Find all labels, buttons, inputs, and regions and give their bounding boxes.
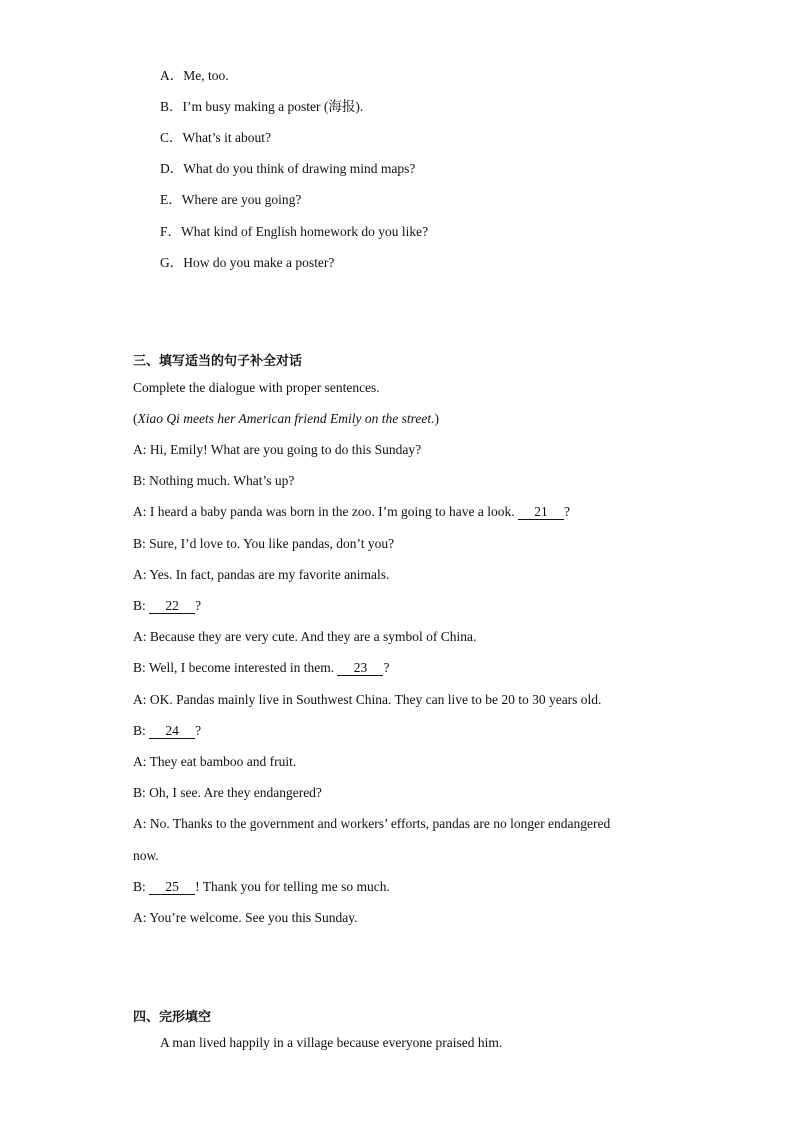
answer-blank-24[interactable]: 24 [149, 724, 195, 739]
option-a: A．Me, too. [160, 68, 229, 83]
dialogue-line: B: 25 ! Thank you for telling me so much. [133, 879, 390, 894]
dialogue-line: A: No. Thanks to the government and workers’ efforts, pandas are no longer endangered [133, 816, 611, 831]
dialogue-line: B: Well, I become interested in them. 23 ? [133, 660, 390, 675]
dialogue-line: A: You’re welcome. See you this Sunday. [133, 910, 358, 925]
answer-blank-21[interactable]: 21 [518, 505, 564, 520]
section-3-instruction: Complete the dialogue with proper sentences. [133, 380, 380, 395]
dialogue-line: now. [133, 848, 159, 863]
option-d: D．What do you think of drawing mind maps? [160, 161, 416, 176]
option-g: G．How do you make a poster? [160, 255, 335, 270]
option-c: C．What’s it about? [160, 130, 271, 145]
option-f: F．What kind of English homework do you like? [160, 224, 429, 239]
dialogue-line: B: 24 ? [133, 723, 202, 738]
option-b: B．I’m busy making a poster (海报). [160, 99, 364, 114]
dialogue-line: A: Hi, Emily! What are you going to do this Sunday? [133, 442, 422, 457]
dialogue-line: A: OK. Pandas mainly live in Southwest China. They can live to be 20 to 30 years old. [133, 692, 602, 707]
answer-blank-23[interactable]: 23 [337, 661, 383, 676]
section-3-heading: 三、填写适当的句子补全对话 [133, 354, 303, 369]
dialogue-line: A: Yes. In fact, pandas are my favorite animals. [133, 567, 390, 582]
dialogue-line: B: Nothing much. What’s up? [133, 473, 295, 488]
option-e: E．Where are you going? [160, 192, 302, 207]
dialogue-line: B: 22 ? [133, 598, 202, 613]
dialogue-line: A: Because they are very cute. And they are a symbol of China. [133, 629, 477, 644]
answer-blank-25[interactable]: 25 [149, 880, 195, 895]
scene-description: (Xiao Qi meets her American friend Emily on the street.) [133, 411, 439, 426]
answer-blank-22[interactable]: 22 [149, 599, 195, 614]
section-4-heading: 四、完形填空 [133, 1010, 212, 1025]
dialogue-line: B: Sure, I’d love to. You like pandas, don’t you? [133, 536, 395, 551]
cloze-first-line: A man lived happily in a village because everyone praised him. [160, 1035, 503, 1050]
dialogue-line: A: I heard a baby panda was born in the zoo. I’m going to have a look. 21 ? [133, 504, 571, 519]
dialogue-line: B: Oh, I see. Are they endangered? [133, 785, 322, 800]
dialogue-line: A: They eat bamboo and fruit. [133, 754, 297, 769]
